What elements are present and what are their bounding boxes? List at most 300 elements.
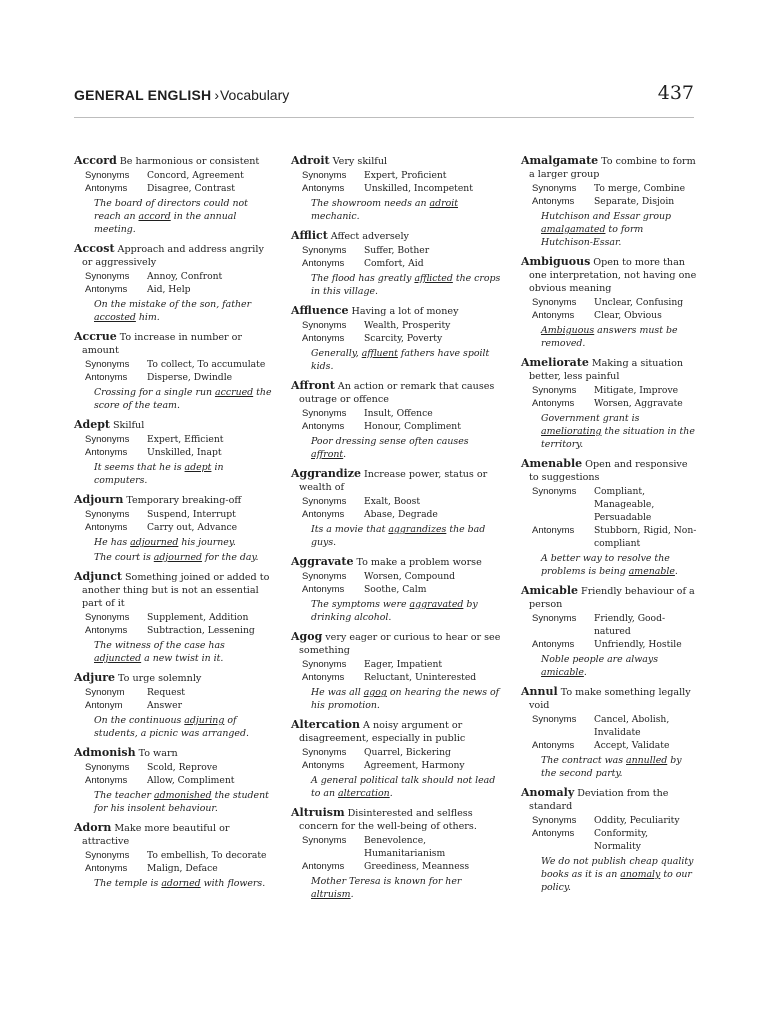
example-text: on hearing the news of his promotion. [311, 687, 500, 711]
chevron-right-icon: › [214, 87, 219, 103]
relation-label: Synonyms [302, 747, 347, 758]
highlighted-word: adjuncted [94, 653, 142, 664]
relation-label: Antonyms [302, 258, 345, 269]
definition-line [291, 630, 501, 657]
relation-words: Answer [147, 700, 182, 711]
word-relation-row [74, 611, 274, 624]
relation-label: Antonyms [532, 740, 575, 751]
highlighted-word: annulled [626, 755, 668, 766]
relation-label: Antonyms [85, 183, 128, 194]
headword: Agog [291, 630, 323, 643]
relation-words: Agreement, Harmony [364, 760, 465, 771]
word-relation-row [74, 358, 274, 371]
highlighted-word: adjuring [184, 715, 225, 726]
glossary-entry [291, 718, 501, 800]
glossary-entry [521, 356, 697, 451]
relation-words: Quarrel, Bickering [364, 747, 451, 758]
subsection-title: Vocabulary [219, 87, 290, 103]
example-sentence [521, 653, 697, 679]
definition: Having a lot of money [351, 306, 459, 317]
relation-words: Abase, Degrade [364, 509, 438, 520]
relation-label: Antonyms [302, 421, 345, 432]
example-sentence [74, 789, 274, 815]
highlighted-word: Ambiguous [541, 325, 595, 336]
relation-label: Synonyms [302, 170, 347, 181]
page-header [74, 84, 694, 108]
definition-line [291, 718, 501, 745]
relation-words: Friendly, Good-natured [594, 613, 666, 637]
example-text: It seems that he is [94, 462, 185, 473]
relation-words: To merge, Combine [594, 183, 686, 194]
highlighted-word: aggrandizes [388, 524, 447, 535]
relation-label: Synonyms [532, 385, 577, 396]
glossary-column-1 [74, 154, 274, 896]
word-relation-row [74, 521, 274, 534]
highlighted-word: amalgamated [541, 224, 606, 235]
relation-label: Antonyms [532, 828, 575, 839]
headword: Accost [74, 242, 115, 255]
example-text: A general political talk should not lead to an [311, 775, 496, 799]
glossary-entry [74, 418, 274, 487]
relation-words: To embellish, To decorate [147, 850, 267, 861]
relation-label: Antonyms [85, 863, 128, 874]
headword: Afflict [291, 229, 328, 242]
word-relation-row [291, 495, 501, 508]
word-relation-row [291, 570, 501, 583]
relation-label: Antonyms [302, 861, 345, 872]
relation-words: Worsen, Aggravate [594, 398, 683, 409]
example-sentence [521, 412, 697, 451]
word-relation-row [291, 407, 501, 420]
definition-line [521, 786, 697, 813]
glossary-entry [74, 821, 274, 890]
glossary-entry [74, 154, 274, 236]
definition-line [74, 570, 274, 610]
example-text: the student for his insolent behaviour. [94, 790, 269, 814]
relation-words: Eager, Impatient [364, 659, 443, 670]
relation-words: Comfort, Aid [364, 258, 424, 269]
definition: Making a situation better, less painful [529, 358, 684, 382]
glossary-entry [74, 242, 274, 324]
example-sentence [291, 686, 501, 712]
example-text: answers must be removed. [541, 325, 678, 349]
example-text: We do not publish cheap quality books as it is an [541, 856, 694, 880]
example-text: the crops in this village. [311, 273, 501, 297]
relation-words: Soothe, Calm [364, 584, 427, 595]
relation-label: Synonyms [302, 496, 347, 507]
highlighted-word: affluent [361, 348, 398, 359]
relation-label: Antonyms [85, 625, 128, 636]
relation-words: Conformity, Normality [594, 828, 649, 852]
definition-line [74, 493, 274, 507]
word-relation-row [521, 296, 697, 309]
relation-label: Antonyms [302, 760, 345, 771]
relation-label: Antonyms [85, 522, 128, 533]
definition: Skilful [112, 420, 145, 431]
relation-words: Compliant, Manageable, Persuadable [594, 486, 655, 523]
definition-line [291, 304, 501, 318]
word-relation-row [74, 371, 274, 384]
relation-words: Scold, Reprove [147, 762, 218, 773]
example-text: his journey. [178, 537, 236, 548]
headword: Amicable [521, 584, 579, 597]
example-text: for the day. [202, 552, 259, 563]
example-text: the situation in the territory. [541, 426, 695, 450]
headword: Adjourn [74, 493, 124, 506]
word-relation-row [521, 739, 697, 752]
relation-words: Scarcity, Poverty [364, 333, 443, 344]
relation-label: Antonyms [85, 775, 128, 786]
relation-label: Antonyms [302, 584, 345, 595]
highlighted-word: affront [311, 449, 344, 460]
relation-label: Synonyms [532, 297, 577, 308]
glossary-entry [74, 330, 274, 412]
relation-words: Honour, Compliment [364, 421, 461, 432]
example-text: Noble people are always [541, 654, 659, 665]
relation-label: Synonyms [302, 571, 347, 582]
highlighted-word: agog [363, 687, 387, 698]
relation-words: Wealth, Prosperity [364, 320, 451, 331]
example-text: . [343, 449, 347, 460]
headword: Amenable [521, 457, 583, 470]
relation-words: Carry out, Advance [147, 522, 238, 533]
headword: Adroit [291, 154, 330, 167]
relation-label: Synonyms [85, 170, 130, 181]
definition: Increase power, status or wealth of [299, 469, 488, 493]
example-text: him. [135, 312, 160, 323]
headword: Adjure [74, 671, 115, 684]
relation-words: Subtraction, Lessening [147, 625, 255, 636]
highlighted-word: altercation [338, 788, 390, 799]
word-relation-row [521, 384, 697, 397]
highlighted-word: adjourned [153, 552, 203, 563]
example-sentence [291, 523, 501, 549]
highlighted-word: amicable [541, 667, 584, 678]
word-relation-row [74, 862, 274, 875]
glossary-entry [291, 806, 501, 901]
relation-words: Disperse, Dwindle [147, 372, 233, 383]
highlighted-word: adroit [429, 198, 458, 209]
definition: To combine to form a larger group [529, 156, 696, 180]
relation-label: Antonyms [85, 447, 128, 458]
definition: To warn [138, 748, 178, 759]
example-text: The witness of the case has [94, 640, 225, 651]
relation-label: Synonyms [532, 486, 577, 497]
glossary-column-2 [291, 154, 501, 907]
relation-label: Synonyms [302, 408, 347, 419]
word-relation-row [74, 182, 274, 195]
definition-line [521, 154, 697, 181]
highlighted-word: accosted [94, 312, 136, 323]
word-relation-row [291, 169, 501, 182]
word-relation-row [291, 420, 501, 433]
example-sentence [74, 536, 274, 549]
relation-words: Annoy, Confront [147, 271, 223, 282]
definition-line [521, 685, 697, 712]
word-relation-row [291, 332, 501, 345]
example-sentence [291, 774, 501, 800]
glossary-column-3 [521, 154, 697, 900]
relation-label: Antonyms [532, 525, 575, 536]
definition: Deviation from the standard [529, 788, 669, 812]
definition: To make something legally void [529, 687, 691, 711]
headword: Ameliorate [521, 356, 589, 369]
glossary-entry [291, 555, 501, 624]
example-text: The teacher [94, 790, 155, 801]
headword: Aggrandize [291, 467, 361, 480]
relation-label: Antonym [85, 700, 123, 711]
word-relation-row [74, 624, 274, 637]
relation-words: Concord, Agreement [147, 170, 244, 181]
word-relation-row [291, 244, 501, 257]
word-relation-row [74, 169, 274, 182]
relation-words: Unskilled, Inapt [147, 447, 222, 458]
definition-line [74, 418, 274, 432]
glossary-entry [521, 786, 697, 894]
relation-label: Synonyms [85, 434, 130, 445]
example-text: Government grant is [541, 413, 640, 424]
word-relation-row [74, 270, 274, 283]
relation-label: Synonyms [532, 815, 577, 826]
relation-words: Suffer, Bother [364, 245, 430, 256]
word-relation-row [291, 759, 501, 772]
definition-line [74, 242, 274, 269]
relation-words: Expert, Proficient [364, 170, 447, 181]
definition-line [521, 584, 697, 611]
headword: Annul [521, 685, 558, 698]
example-sentence [291, 598, 501, 624]
example-text: The contract was [541, 755, 626, 766]
word-relation-row [521, 713, 697, 739]
glossary-entry [74, 671, 274, 740]
example-text: The court is [94, 552, 154, 563]
relation-words: Accept, Validate [594, 740, 670, 751]
relation-words: Supplement, Addition [147, 612, 249, 623]
definition: Open to more than one interpretation, not having one obvious meaning [529, 257, 697, 294]
word-relation-row [291, 658, 501, 671]
word-relation-row [291, 319, 501, 332]
example-text: The flood has greatly [311, 273, 415, 284]
relation-words: Mitigate, Improve [594, 385, 679, 396]
headword: Anomaly [521, 786, 575, 799]
highlighted-word: ameliorating [541, 426, 602, 437]
definition: very eager or curious to hear or see something [299, 632, 501, 656]
glossary-entry [521, 685, 697, 780]
relation-words: To collect, To accumulate [147, 359, 266, 370]
relation-words: Clear, Obvious [594, 310, 662, 321]
highlighted-word: accrued [215, 387, 254, 398]
example-text: Poor dressing sense often causes [311, 436, 469, 447]
example-text: He was all [311, 687, 364, 698]
example-text: . [583, 667, 587, 678]
example-text: Crossing for a single run [94, 387, 215, 398]
headword: Admonish [74, 746, 136, 759]
example-text: by drinking alcohol. [311, 599, 478, 623]
example-text: to our policy. [541, 869, 692, 893]
relation-words: Separate, Disjoin [594, 196, 675, 207]
word-relation-row [291, 834, 501, 860]
example-sentence [74, 197, 274, 236]
glossary-entry [521, 255, 697, 350]
example-sentence [291, 435, 501, 461]
example-text: the score of the team. [94, 387, 272, 411]
relation-words: Stubborn, Rigid, Non-compliant [594, 525, 697, 549]
word-relation-row [74, 433, 274, 446]
headword: Adept [74, 418, 110, 431]
example-sentence [74, 877, 274, 890]
example-sentence [521, 855, 697, 894]
word-relation-row [521, 182, 697, 195]
relation-label: Synonyms [532, 714, 577, 725]
relation-words: Expert, Efficient [147, 434, 224, 445]
relation-words: Suspend, Interrupt [147, 509, 236, 520]
example-text: On the continuous [94, 715, 185, 726]
relation-label: Synonyms [302, 659, 347, 670]
definition-line [521, 356, 697, 383]
example-text: in computers. [94, 462, 224, 486]
relation-label: Antonyms [85, 284, 128, 295]
example-sentence [521, 210, 697, 249]
relation-words: Aid, Help [147, 284, 191, 295]
relation-label: Antonyms [532, 639, 575, 650]
example-sentence [521, 324, 697, 350]
header-divider [74, 117, 694, 118]
relation-label: Synonyms [302, 320, 347, 331]
definition-line [74, 330, 274, 357]
example-text: the bad guys. [311, 524, 486, 548]
relation-words: Insult, Offence [364, 408, 433, 419]
example-text: mechanic. [311, 211, 360, 222]
word-relation-row [291, 860, 501, 873]
relation-label: Antonyms [532, 310, 575, 321]
headword: Altruism [291, 806, 345, 819]
definition: Friendly behaviour of a person [529, 586, 695, 610]
definition: Approach and address angrily or aggressively [82, 244, 264, 268]
example-text: He has [94, 537, 131, 548]
glossary-entry [291, 379, 501, 461]
example-text: a new twist in it. [141, 653, 224, 664]
word-relation-row [521, 524, 697, 550]
relation-words: Unfriendly, Hostile [594, 639, 682, 650]
relation-label: Synonyms [532, 183, 577, 194]
highlighted-word: adorned [161, 878, 201, 889]
definition: To increase in number or amount [82, 332, 243, 356]
headword: Ambiguous [521, 255, 591, 268]
definition-line [74, 154, 274, 168]
highlighted-word: anomaly [620, 869, 661, 880]
example-text: . [389, 788, 393, 799]
word-relation-row [521, 827, 697, 853]
example-text: Mother Teresa is known for her [311, 876, 462, 887]
word-relation-row [291, 746, 501, 759]
relation-words: Worsen, Compound [364, 571, 456, 582]
example-text: Hutchison and Essar group [541, 211, 672, 222]
example-text: A better way to resolve the problems is being [541, 553, 670, 577]
definition: To urge solemnly [117, 673, 202, 684]
word-relation-row [521, 814, 697, 827]
example-text: to form Hutchison-Essar. [541, 224, 644, 248]
example-sentence [74, 639, 274, 665]
word-relation-row [74, 849, 274, 862]
word-relation-row [74, 446, 274, 459]
example-text: Generally, [311, 348, 362, 359]
example-sentence [291, 272, 501, 298]
example-sentence [74, 386, 274, 412]
highlighted-word: amenable [628, 566, 675, 577]
highlighted-word: altruism [311, 889, 351, 900]
definition-line [521, 457, 697, 484]
example-text: The showroom needs an [311, 198, 430, 209]
example-sentence [74, 461, 274, 487]
relation-label: Synonyms [532, 613, 577, 624]
highlighted-word: adept [184, 462, 212, 473]
relation-label: Synonym [85, 687, 125, 698]
word-relation-row [291, 257, 501, 270]
glossary-entry [291, 630, 501, 712]
word-relation-row [74, 508, 274, 521]
definition: To make a problem worse [356, 557, 482, 568]
example-sentence [74, 551, 274, 564]
relation-label: Synonyms [302, 835, 347, 846]
relation-label: Synonyms [85, 359, 130, 370]
relation-words: Allow, Compliment [147, 775, 235, 786]
definition-line [521, 255, 697, 295]
page-number: 437 [657, 82, 694, 104]
example-text: On the mistake of the son, father [94, 299, 252, 310]
relation-words: Oddity, Peculiarity [594, 815, 680, 826]
highlighted-word: afflicted [414, 273, 453, 284]
word-relation-row [521, 638, 697, 651]
example-sentence [74, 298, 274, 324]
word-relation-row [521, 309, 697, 322]
definition: Affect adversely [330, 231, 409, 242]
example-text: fathers have spoilt kids. [311, 348, 490, 372]
definition: Something joined or added to another thing but is not an essential part of it [82, 572, 270, 609]
glossary-entry [74, 746, 274, 815]
glossary-entry [521, 584, 697, 679]
headword: Accrue [74, 330, 117, 343]
definition: Make more beautiful or attractive [82, 823, 230, 847]
glossary-entry [74, 570, 274, 665]
headword: Affluence [291, 304, 349, 317]
relation-label: Antonyms [302, 333, 345, 344]
definition: Be harmonious or consistent [119, 156, 260, 167]
word-relation-row [74, 774, 274, 787]
relation-label: Antonyms [532, 196, 575, 207]
word-relation-row [291, 182, 501, 195]
headword: Altercation [291, 718, 361, 731]
definition: Very skilful [332, 156, 388, 167]
example-sentence [291, 875, 501, 901]
relation-label: Synonyms [85, 612, 130, 623]
word-relation-row [74, 699, 274, 712]
headword: Accord [74, 154, 117, 167]
headword: Amalgamate [521, 154, 599, 167]
example-text: with flowers. [200, 878, 266, 889]
example-text: Its a movie that [311, 524, 389, 535]
highlighted-word: admonished [154, 790, 212, 801]
example-text: of students, a picnic was arranged. [94, 715, 249, 739]
example-text: The temple is [94, 878, 162, 889]
relation-words: Greediness, Meanness [364, 861, 470, 872]
definition-line [74, 671, 274, 685]
relation-words: Unskilled, Incompetent [364, 183, 473, 194]
definition: A noisy argument or disagreement, especially in public [299, 720, 466, 744]
definition: Disinterested and selfless concern for the well-being of others. [299, 808, 477, 832]
word-relation-row [74, 761, 274, 774]
headword: Adjunct [74, 570, 122, 583]
word-relation-row [521, 397, 697, 410]
